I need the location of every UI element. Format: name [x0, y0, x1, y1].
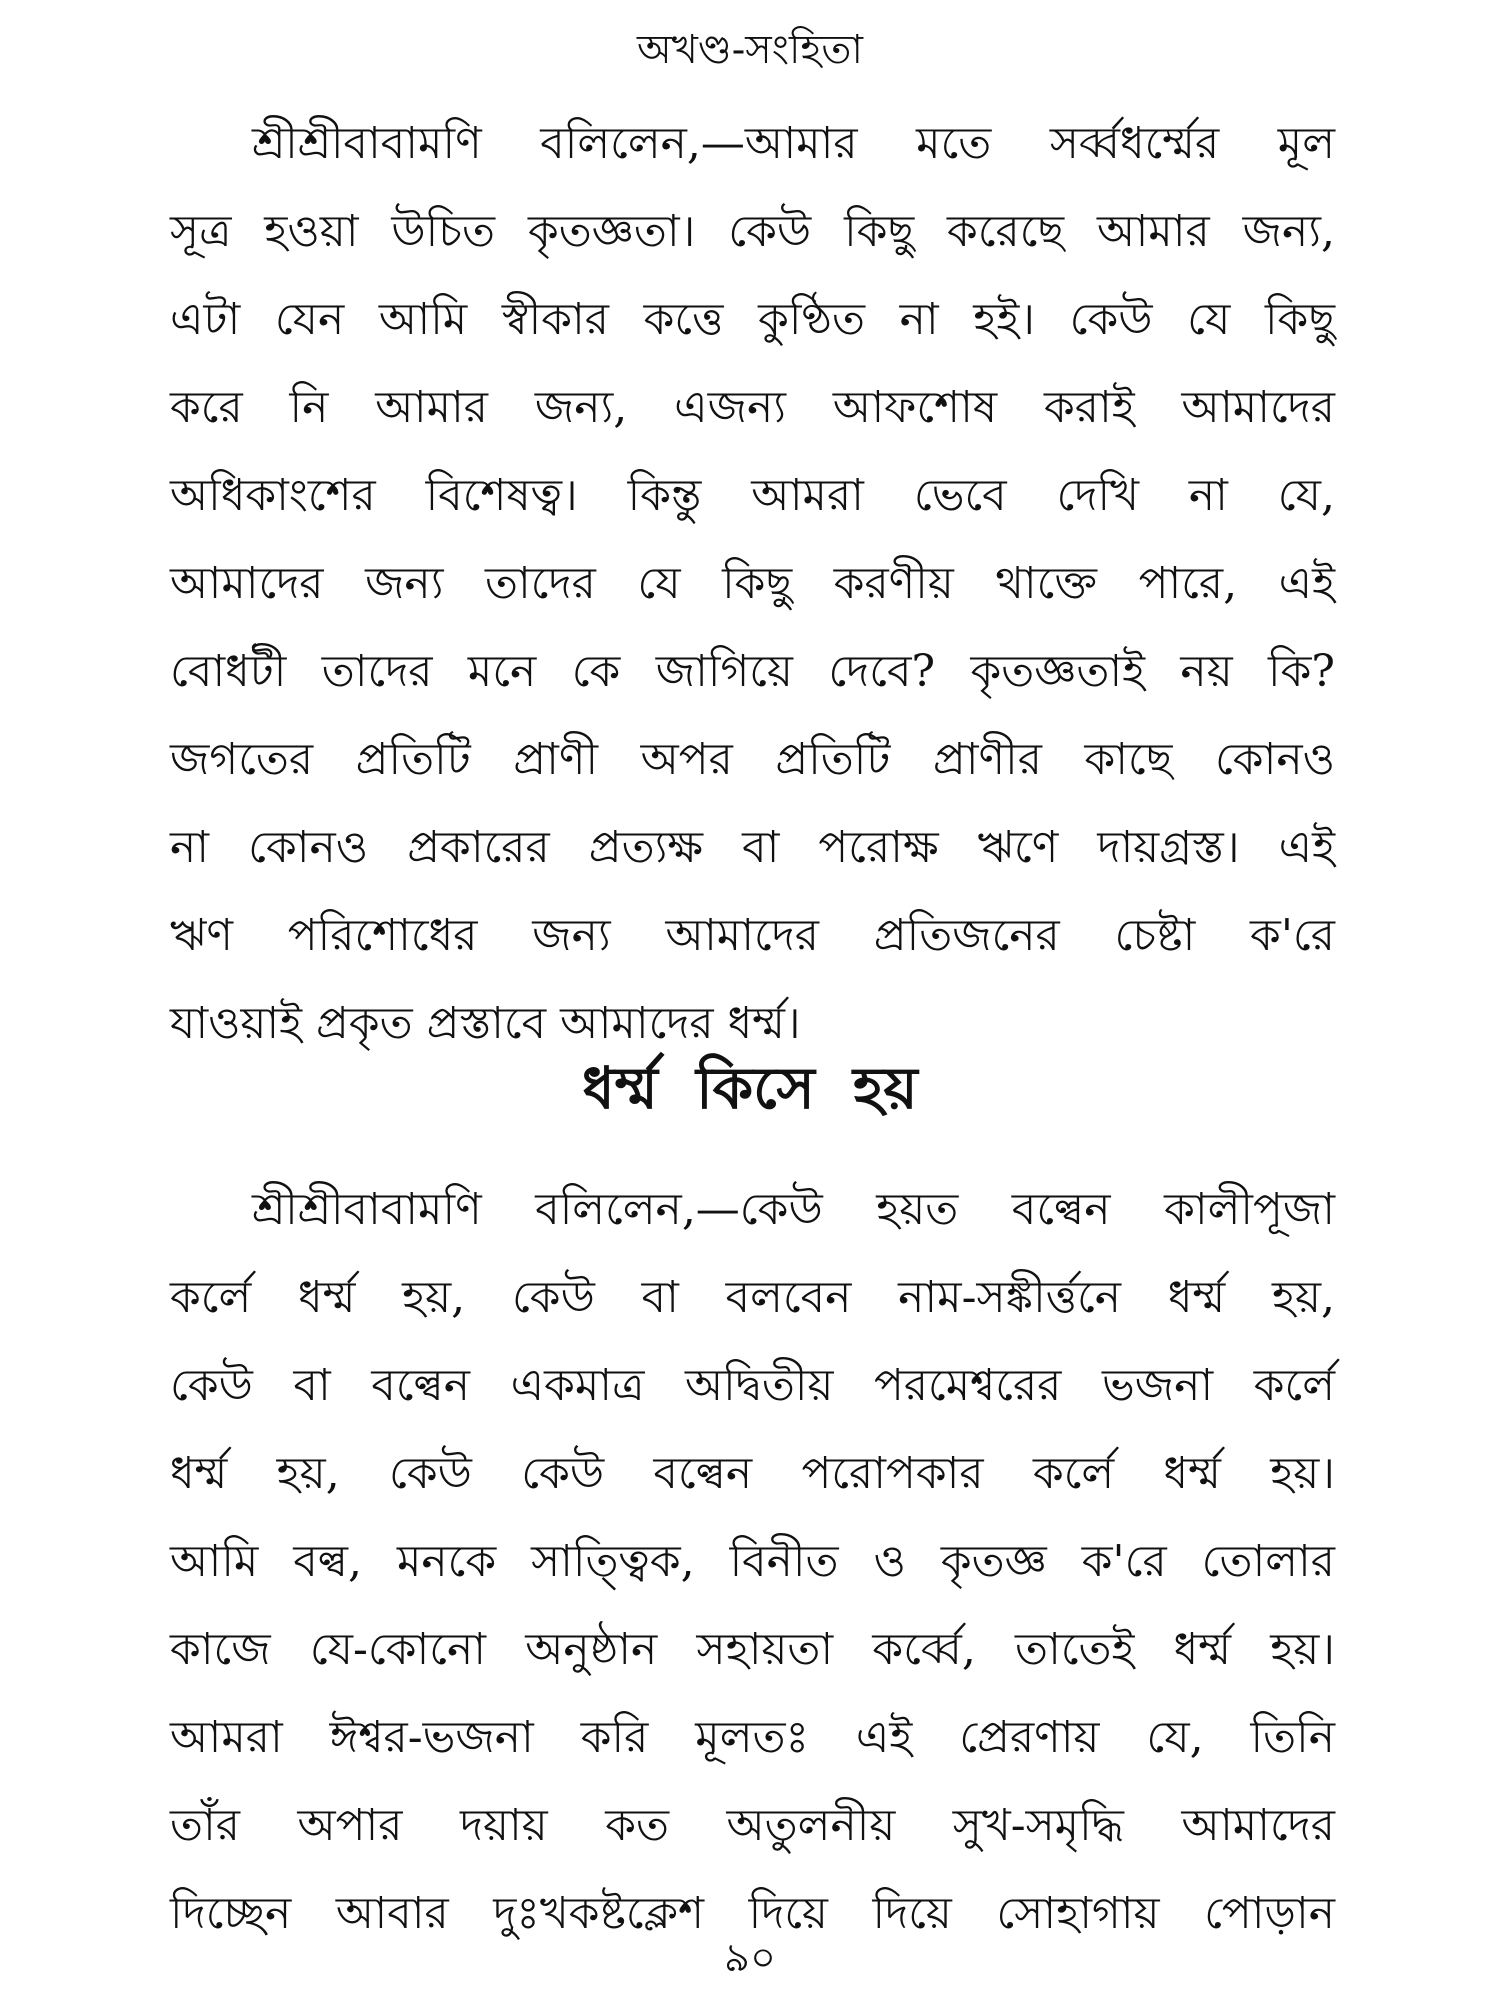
text-line: শ্রীশ্রীবাবামণি বলিলেন,—আমার মতে সর্ব্বধর্ম্মের মূল [252, 118, 1335, 169]
text-line: অধিকাংশের বিশেষত্ব। কিন্তু আমরা ভেবে দেখি না যে, [170, 470, 1335, 521]
text-line: বোধটী তাদের মনে কে জাগিয়ে দেবে? কৃতজ্ঞতাই নয় কি? [170, 646, 1335, 697]
text-line: দিচ্ছেন আবার দুঃখকষ্টক্লেশ দিয়ে দিয়ে সোহাগায় পোড়ান [170, 1888, 1335, 1939]
paragraph-what-is-dharma [170, 1166, 1335, 1958]
text-line: কর্লে ধর্ম্ম হয়, কেউ বা বলবেন নাম-সঙ্কীর্ত্তনে ধর্ম্ম হয়, [170, 1272, 1335, 1323]
paragraph-gratitude [170, 100, 1335, 1068]
text-line: জগতের প্রতিটি প্রাণী অপর প্রতিটি প্রাণীর কাছে কোনও [170, 734, 1335, 785]
text-line: আমরা ঈশ্বর-ভজনা করি মূলতঃ এই প্রেরণায় যে, তিনি [170, 1712, 1335, 1763]
text-line: কাজে যে-কোনো অনুষ্ঠান সহায়তা কর্ব্বে, তাতেই ধর্ম্ম হয়। [170, 1624, 1336, 1675]
text-line: করে নি আমার জন্য, এজন্য আফশোষ করাই আমাদের [170, 382, 1335, 433]
text-line: আমি বল্ব, মনকে সাত্ত্বিক, বিনীত ও কৃতজ্ঞ ক'রে তোলার [170, 1536, 1335, 1587]
text-line: ঋণ পরিশোধের জন্য আমাদের প্রতিজনের চেষ্টা ক'রে [170, 910, 1335, 961]
text-line: এটা যেন আমি স্বীকার কত্তে কুণ্ঠিত না হই। কেউ যে কিছু [170, 294, 1335, 345]
text-line: শ্রীশ্রীবাবামণি বলিলেন,—কেউ হয়ত বল্বেন কালীপূজা [252, 1184, 1335, 1235]
text-line: কেউ বা বল্বেন একমাত্র অদ্বিতীয় পরমেশ্বরের ভজনা কর্লে [170, 1360, 1335, 1411]
text-line: ধর্ম্ম হয়, কেউ কেউ বল্বেন পরোপকার কর্লে ধর্ম্ম হয়। [170, 1448, 1335, 1499]
text-line: যাওয়াই প্রকৃত প্রস্তাবে আমাদের ধর্ম্ম। [170, 998, 801, 1049]
text-line: আমাদের জন্য তাদের যে কিছু করণীয় থাক্তে পারে, এই [170, 558, 1335, 609]
section-heading: ধর্ম্ম কিসে হয় [582, 1054, 918, 1122]
page-number: ৯০ [724, 1935, 776, 1981]
text-line: সূত্র হওয়া উচিত কৃতজ্ঞতা। কেউ কিছু করেছে আমার জন্য, [170, 206, 1335, 257]
text-line: তাঁর অপার দয়ায় কত অতুলনীয় সুখ-সমৃদ্ধি আমাদের [170, 1800, 1335, 1851]
running-head-title: অখণ্ড-সংহিতা [636, 27, 864, 73]
text-line: না কোনও প্রকারের প্রত্যক্ষ বা পরোক্ষ ঋণে দায়গ্রস্ত। এই [170, 822, 1335, 873]
